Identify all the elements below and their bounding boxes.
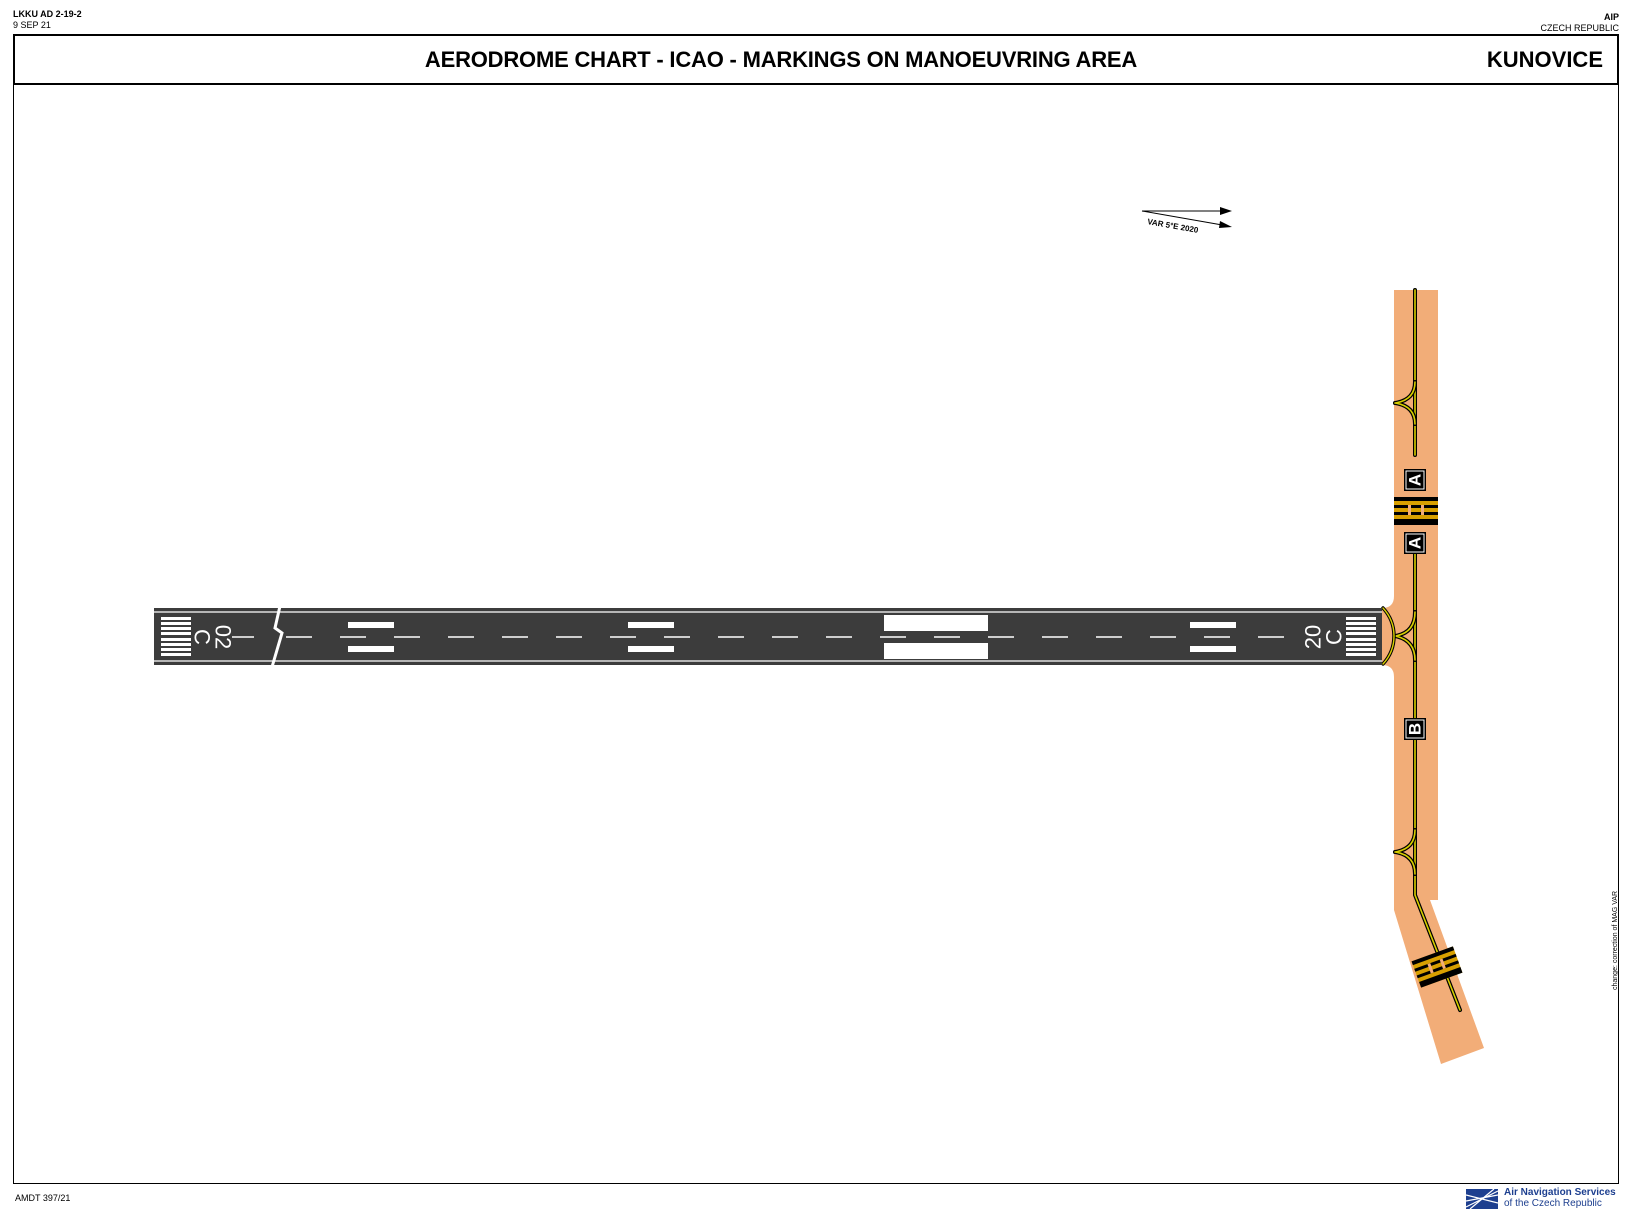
- ans-logo-icon: [1466, 1189, 1498, 1209]
- magnetic-north-arrowhead: [1219, 221, 1232, 228]
- runway-suffix-east: C: [1321, 629, 1347, 645]
- ans-logo-line2: of the Czech Republic: [1504, 1198, 1602, 1209]
- taxiway-sign-label: A: [1405, 536, 1425, 550]
- variation-indicator: [1142, 207, 1232, 235]
- taxiway-surface: [1382, 290, 1484, 1064]
- runway-designator-west: 02: [210, 624, 236, 650]
- taxiway-sign-b: [1404, 718, 1426, 740]
- taxiway: [1382, 290, 1484, 1064]
- runway-surface: [154, 608, 1382, 665]
- chart-title: AERODROME CHART - ICAO - MARKINGS ON MANOEUVRING AREA: [424, 47, 1138, 72]
- taxiway-sign-a-north: [1404, 469, 1426, 491]
- runway-designator-east: 20: [1300, 624, 1326, 650]
- ans-logo-text: [1504, 1187, 1616, 1209]
- taxiway-sign-label: B: [1405, 722, 1425, 736]
- taxiway-sign-a-south: [1404, 532, 1426, 554]
- runway: [154, 606, 1382, 667]
- variation-label: VAR 5°E 2020: [1146, 217, 1199, 235]
- publication-label: AIP: [1603, 12, 1619, 22]
- aerodrome-name: KUNOVICE: [1486, 47, 1603, 72]
- ans-logo: [1466, 1187, 1626, 1209]
- change-note: change: correction of MAG VAR: [1612, 890, 1619, 990]
- document-id: LKKU AD 2-19-2: [13, 9, 82, 19]
- runway-suffix-west: C: [189, 629, 215, 645]
- document-date: 9 SEP 21: [13, 20, 51, 30]
- taxiway-sign-label: A: [1405, 473, 1425, 487]
- ans-logo-line1: Air Navigation Services: [1504, 1187, 1616, 1198]
- amendment-label: AMDT 397/21: [15, 1193, 71, 1203]
- true-north-arrowhead: [1220, 207, 1232, 215]
- holding-position-a: [1394, 497, 1438, 525]
- state-label: CZECH REPUBLIC: [1540, 23, 1619, 33]
